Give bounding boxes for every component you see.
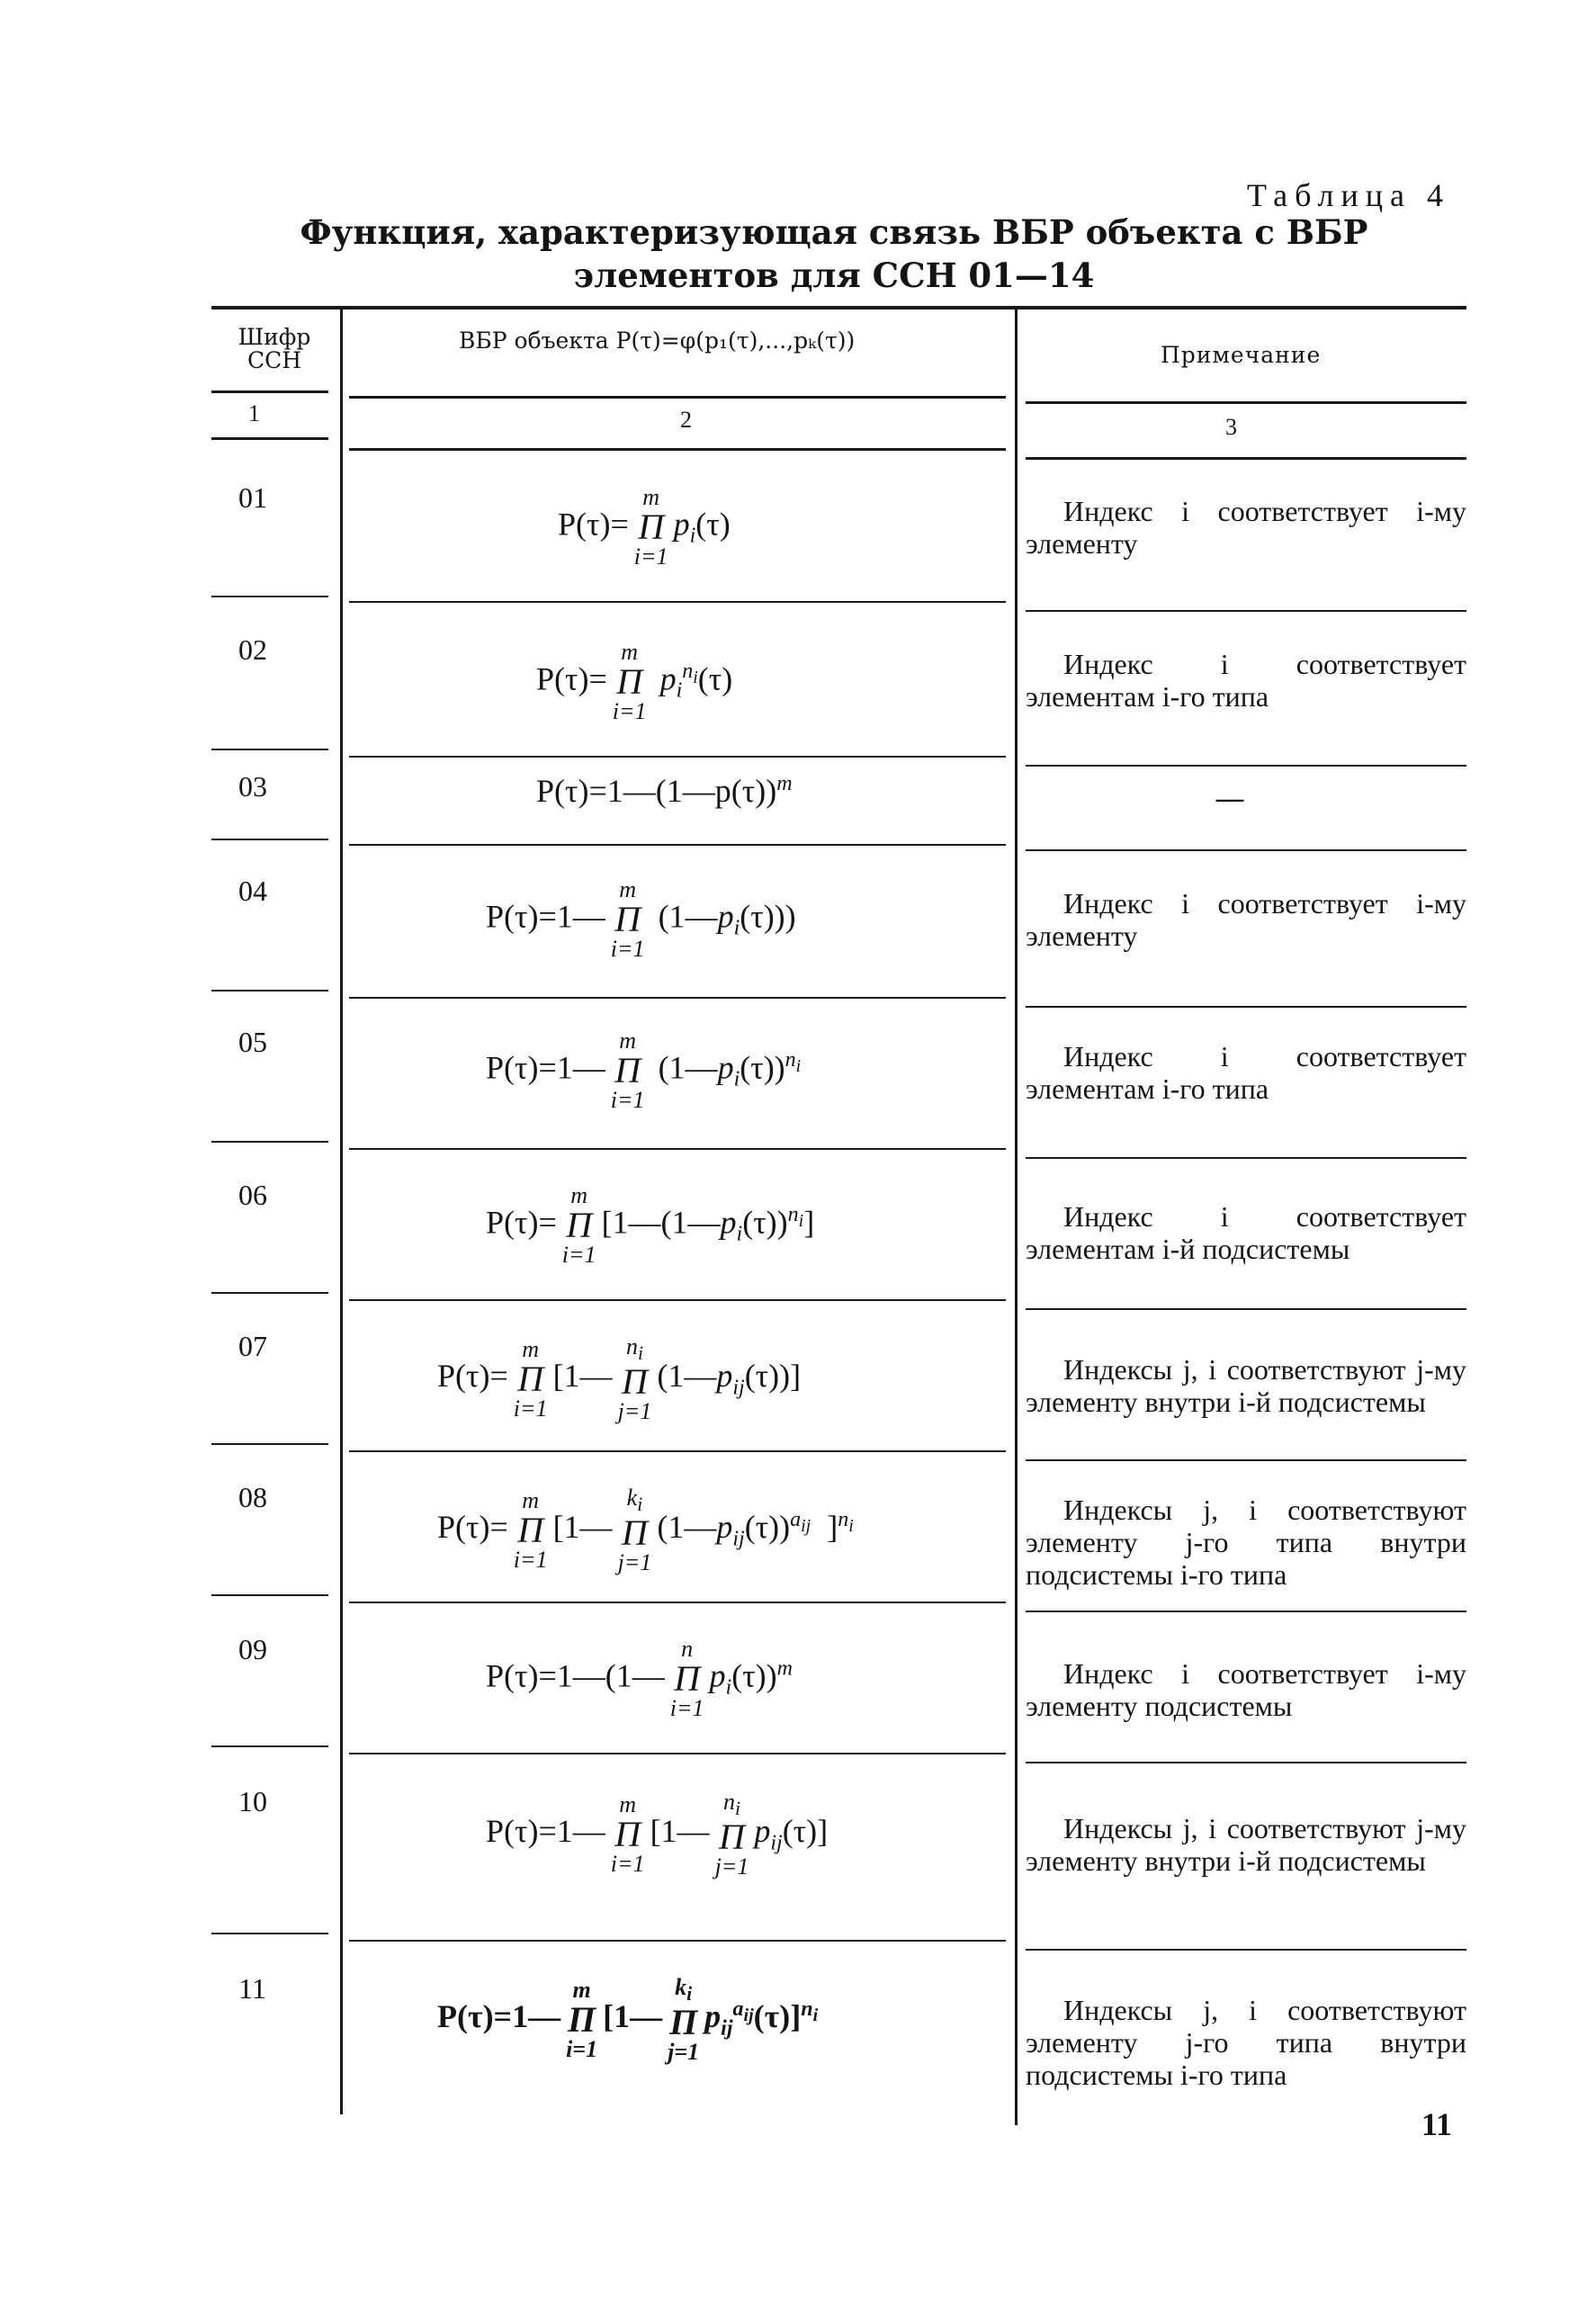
row-code: 03	[238, 770, 267, 803]
formula-01: P(τ)= m Π i=1 $p_i(\tau)$	[558, 484, 731, 570]
product-operator: $n_i$ Π j=1	[714, 1789, 749, 1880]
formula-11: P(τ)=1— m Π i=1 [1— $k_i$ Π j=1 $p_{ij}^{a_{ij}}(\tau)]^{n_i}$	[437, 1974, 819, 2065]
formula-03: P(τ)=1—(1—p(τ))$^m$	[536, 772, 793, 809]
product-operator: m Π i=1	[561, 1182, 596, 1268]
product-operator: m Π i=1	[513, 1486, 548, 1573]
header-note: Примечание	[1161, 342, 1322, 368]
row-code: 07	[238, 1330, 267, 1362]
table-caption	[0, 211, 1587, 297]
header-num-1: 1	[248, 400, 260, 426]
header-rule-b	[349, 396, 1006, 399]
row-separator	[1026, 1459, 1466, 1461]
row-separator	[1026, 610, 1466, 612]
row-note-dash: —	[1215, 781, 1245, 817]
product-operator: n Π i=1	[669, 1636, 704, 1721]
formula-lhs: P(τ)=	[558, 506, 629, 543]
row-note: Индексы j, i соответствуют элементу j-го типа внутри подсистемы i-го типа	[1026, 1994, 1466, 2091]
row-separator	[211, 1745, 328, 1747]
row-separator	[211, 596, 328, 597]
header-rule-f	[1026, 457, 1466, 460]
header-code: Шифр ССН	[238, 324, 311, 373]
row-separator	[1026, 765, 1466, 767]
row-note: Индекс i соответствует i-му элементу подсистемы	[1026, 1657, 1466, 1722]
row-note: Индекс i соответствует элементам i-го типа	[1026, 1040, 1466, 1105]
row-separator	[349, 1602, 1006, 1603]
product-operator: $n_i$ Π j=1	[617, 1333, 652, 1424]
caption-line-1: Функция, характеризующая связь ВБР объекта с ВБР	[300, 212, 1368, 252]
row-code: 11	[238, 1972, 266, 2005]
header-rule-c	[1026, 401, 1466, 404]
row-separator	[211, 1933, 328, 1934]
row-separator	[349, 1753, 1006, 1754]
table-label: Таблица 4	[1247, 177, 1450, 213]
row-code: 01	[238, 481, 267, 514]
row-note: Индексы j, i соответствуют j-му элементу внутри i-й подсистемы	[1026, 1812, 1466, 1877]
header-rule-a	[211, 390, 328, 393]
row-code: 06	[238, 1179, 267, 1211]
product-operator: m Π i=1	[610, 1790, 645, 1877]
row-separator	[349, 844, 1006, 846]
table-top-rule	[211, 306, 1466, 310]
product-operator: $k_i$ Π j=1	[668, 1974, 700, 2065]
product-operator: m Π i=1	[566, 1976, 598, 2062]
product-operator: m Π i=1	[513, 1335, 548, 1422]
product-operator: m Π i=1	[633, 484, 668, 570]
row-separator	[1026, 1611, 1466, 1612]
row-separator	[211, 1443, 328, 1445]
header-num-3: 3	[1225, 414, 1237, 440]
formula-02: P(τ)= m Π i=1 $p_i^{n_i}(\tau)$	[536, 639, 733, 724]
row-separator	[349, 1940, 1006, 1942]
row-separator	[1026, 1006, 1466, 1008]
row-separator	[349, 601, 1006, 603]
col-divider-2	[1015, 306, 1018, 2125]
formula-04: P(τ)=1— m Π i=1 $(1—p_i(\tau))$)	[486, 876, 796, 962]
row-separator	[211, 1292, 328, 1294]
header-rule-e	[349, 448, 1006, 451]
header-formula: ВБР объекта P(τ)=φ(p₁(τ),...,pₖ(τ))	[459, 328, 856, 354]
row-separator	[349, 1299, 1006, 1301]
product-operator: m Π i=1	[610, 876, 645, 962]
col-divider-1	[340, 306, 343, 2114]
formula-07: P(τ)= m Π i=1 [1— $n_i$ Π j=1 $(1—p_{ij}(\tau))$]	[437, 1333, 802, 1424]
row-separator	[1026, 1157, 1466, 1159]
formula-06: P(τ)= m Π i=1 $[1—(1—p_i(\tau))^{n_i}]$	[486, 1182, 815, 1268]
formula-05: P(τ)=1— m Π i=1 $(1—p_i(\tau))^{n_i}$	[486, 1027, 802, 1113]
product-operator: $k_i$ Π j=1	[617, 1485, 652, 1575]
row-separator	[1026, 849, 1466, 851]
row-code: 10	[238, 1785, 267, 1817]
row-note: Индекс i соответствует i-му элементу	[1026, 495, 1466, 560]
row-separator	[211, 1141, 328, 1143]
product-operator: m Π i=1	[612, 639, 647, 724]
row-code: 02	[238, 633, 267, 666]
formula-09: P(τ)=1—(1— n Π i=1 $p_i(\tau))^m$	[486, 1636, 794, 1721]
row-separator	[211, 839, 328, 840]
page-number: 11	[1421, 2106, 1452, 2142]
caption-line-2: элементов для ССН 01—14	[573, 256, 1095, 295]
row-separator	[211, 1594, 328, 1596]
row-separator	[1026, 1949, 1466, 1951]
header-num-2: 2	[680, 407, 692, 433]
row-code: 08	[238, 1481, 267, 1513]
row-separator	[1026, 1762, 1466, 1763]
header-rule-d	[211, 437, 328, 440]
row-separator	[349, 997, 1006, 999]
row-separator	[349, 756, 1006, 758]
row-code: 09	[238, 1633, 267, 1665]
row-code: 04	[238, 875, 267, 907]
row-separator	[211, 749, 328, 750]
formula-10: P(τ)=1— m Π i=1 [1— $n_i$ Π j=1 $p_{ij}(\tau)$]	[486, 1789, 829, 1880]
row-code: 05	[238, 1026, 267, 1058]
row-note: Индексы j, i соответствуют элементу j-го типа внутри подсистемы i-го типа	[1026, 1494, 1466, 1591]
product-operator: m Π i=1	[610, 1027, 645, 1113]
formula-08: P(τ)= m Π i=1 [1— $k_i$ Π j=1 $(1—p_{ij}(\tau))^{a_{ij}}$ ]$^{n_i}$	[437, 1485, 854, 1575]
row-note: Индекс i соответствует элементам i-й подсистемы	[1026, 1200, 1466, 1265]
row-separator	[349, 1148, 1006, 1150]
row-note: Индекс i соответствует элементам i-го типа	[1026, 648, 1466, 713]
row-note: Индексы j, i соответствуют j-му элементу внутри i-й подсистемы	[1026, 1353, 1466, 1418]
row-separator	[1026, 1308, 1466, 1310]
row-note: Индекс i соответствует i-му элементу	[1026, 887, 1466, 952]
row-separator	[349, 1450, 1006, 1452]
row-separator	[211, 990, 328, 992]
